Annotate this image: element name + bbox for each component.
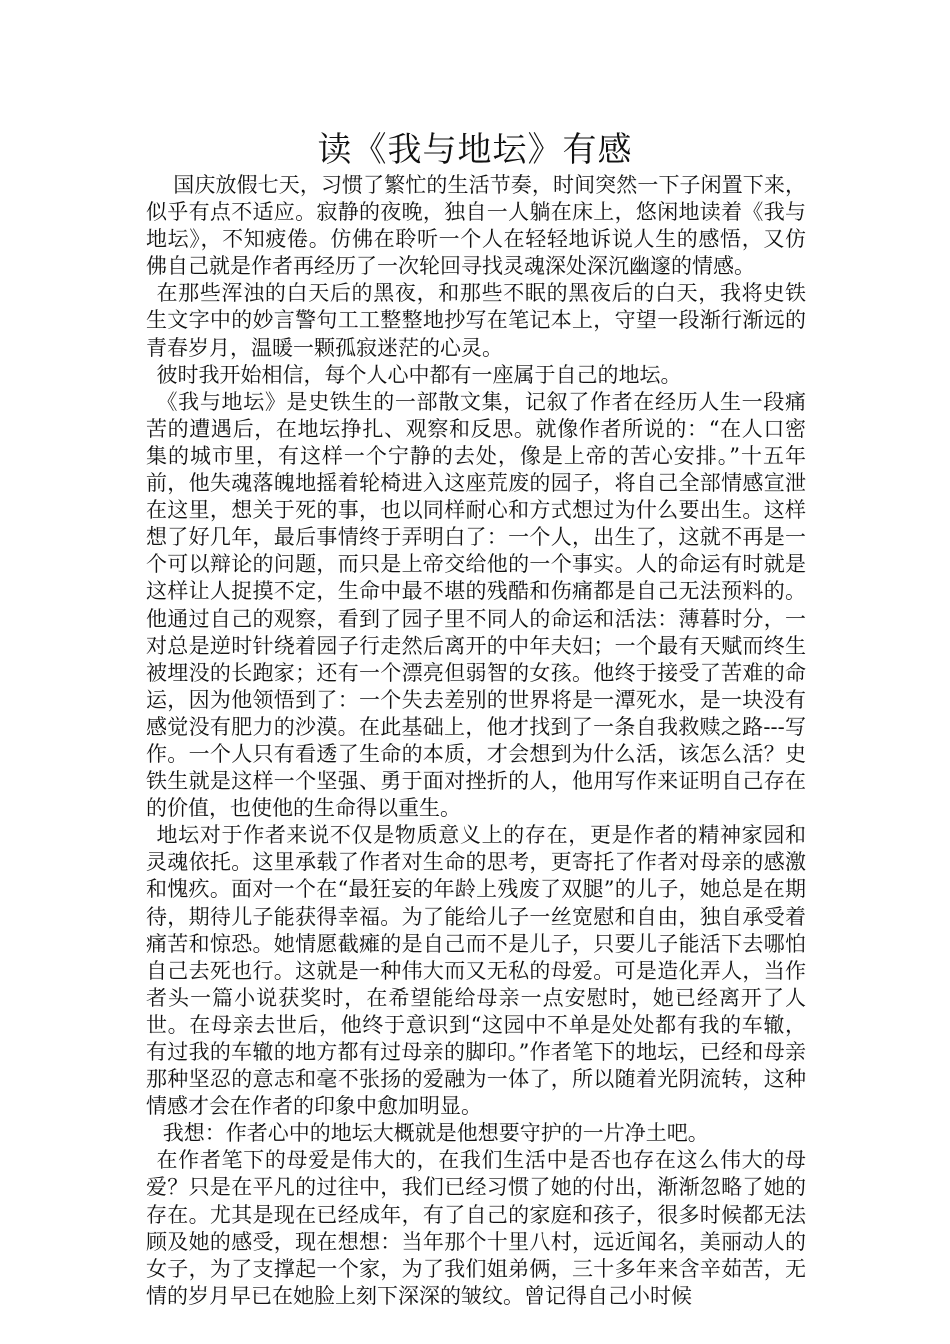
- paragraph-5: 地坛对于作者来说不仅是物质意义上的存在，更是作者的精神家园和灵魂依托。这里承载了作者对生命的思考，更寄托了作者对母亲的感激和愧疚。面对一个在“最狂妄的年龄上残废了双腿”的儿子，她总是在期待，期待儿子能获得幸福。为了能给儿子一丝宽慰和自由，独自承受着痛苦和惊恐。她情愿截瘫的是自己而不是儿子，只要儿子能活下去哪怕自己去死也行。这就是一种伟大而又无私的母爱。可是造化弄人，当作者头一篇小说获奖时，在希望能给母亲一点安慰时，她已经离开了人世。在母亲去世后，他终于意识到“这园中不单是处处都有我的车辙，有过我的车辙的地方都有过母亲的脚印。”作者笔下的地坛，已经和母亲那种坚忍的意志和毫不张扬的爱融为一体了，所以随着光阴流转，这种情感才会在作者的印象中愈加明显。: [146, 823, 806, 1119]
- paragraph-7: 在作者笔下的母爱是伟大的，在我们生活中是否也存在这么伟大的母爱？只是在平凡的过往中，我们已经习惯了她的付出，渐渐忽略了她的存在。尤其是现在已经成年，有了自己的家庭和孩子，很多时候都无法顾及她的感受，现在想想：当年那个十里八村，远近闻名，美丽动人的女子，为了支撑起一个家，为了我们姐弟俩，三十多年来含辛茹苦，无情的岁月早已在她脸上刻下深深的皱纹。曾记得自己小时候: [146, 1148, 806, 1308]
- paragraph-6: 我想：作者心中的地坛大概就是他想要守护的一片净土吧。: [162, 1121, 709, 1146]
- paragraph-2: 在那些浑浊的白天后的黑夜，和那些不眠的黑夜后的白天，我将史铁生文字中的妙言警句工工整整地抄写在笔记本上，守望一段渐行渐远的青春岁月，温暖一颗孤寂迷茫的心灵。: [146, 281, 806, 360]
- paragraph-1: 国庆放假七天，习惯了繁忙的生活节奏，时间突然一下子闲置下来，似乎有点不适应。寂静的夜晚，独自一人躺在床上，悠闲地读着《我与地坛》，不知疲倦。仿佛在聆听一个人在轻轻地诉说人生的感悟，又仿佛自己就是作者再经历了一次轮回寻找灵魂深处深沉幽邃的情感。: [146, 173, 806, 279]
- document-body: [146, 172, 806, 1310]
- paragraph-3: 彼时我开始相信，每个人心中都有一座属于自己的地坛。: [156, 362, 682, 387]
- document-title: 读《我与地坛》有感: [317, 130, 633, 170]
- paragraph-4: 《我与地坛》是史铁生的一部散文集，记叙了作者在经历人生一段痛苦的遭遇后，在地坛挣扎、观察和反思。就像作者所说的：“在人口密集的城市里，有这样一个宁静的去处，像是上帝的苦心安排。”十五年前，他失魂落魄地摇着轮椅进入这座荒废的园子，将自己全部情感宣泄在这里，想关于死的事，也以同样耐心和方式想过为什么要出生。这样想了好几年，最后事情终于弄明白了：一个人，出生了，这就不再是一个可以辩论的问题，而只是上帝交给他的一个事实。人的命运有时就是这样让人捉摸不定，生命中最不堪的残酷和伤痛都是自己无法预料的。他通过自己的观察，看到了园子里不同人的命运和活法：薄暮时分，一对总是逆时针绕着园子行走然后离开的中年夫妇；一个最有天赋而终生被埋没的长跑家；还有一个漂亮但弱智的女孩。他终于接受了苦难的命运，因为他领悟到了：一个失去差别的世界将是一潭死水，是一块没有感觉没有肥力的沙漠。在此基础上，他才找到了一条自我救赎之路---写作。一个人只有看透了生命的本质，才会想到为什么活，该怎么活？史铁生就是这样一个坚强、勇于面对挫折的人，他用写作来证明自己存在的价值，也使他的生命得以重生。: [146, 389, 806, 821]
